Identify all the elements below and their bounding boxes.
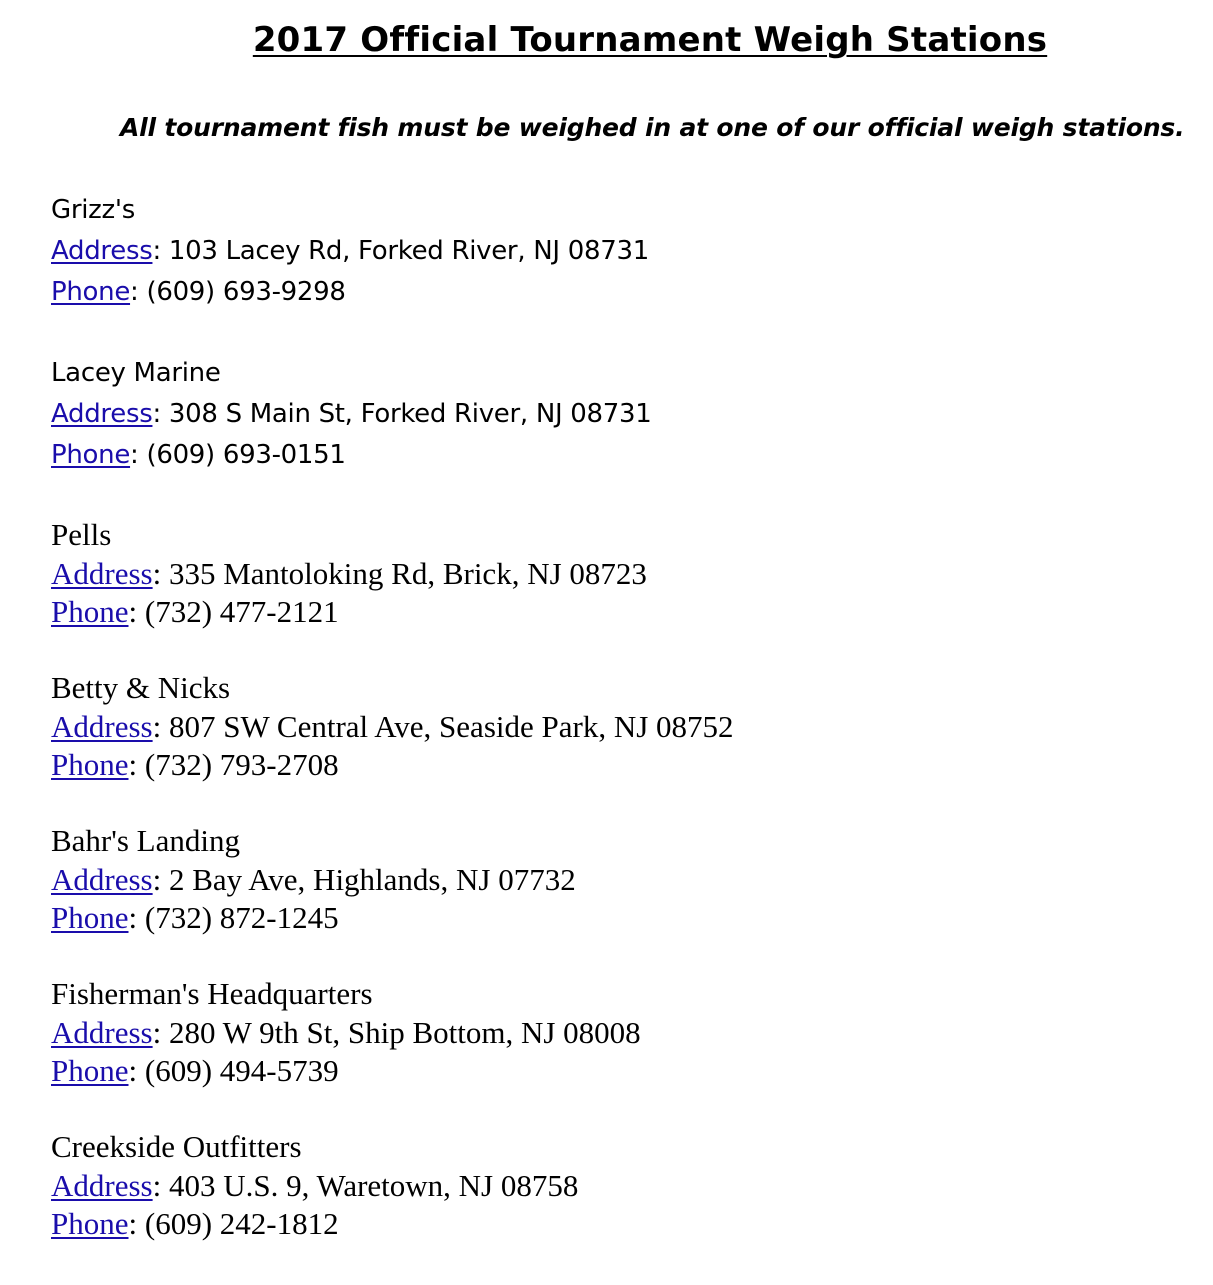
- address-link[interactable]: Address: [51, 399, 153, 429]
- station-lacey-marine: [51, 353, 652, 476]
- station-creekside-outfitters: [51, 1128, 578, 1244]
- address-link[interactable]: Address: [51, 555, 153, 591]
- station-phone-row: Phone: (609) 693-9298: [51, 277, 346, 307]
- station-pells: [51, 516, 647, 632]
- station-phone-row: Phone: (732) 477-2121: [51, 594, 339, 629]
- station-name: Creekside Outfitters: [51, 1129, 302, 1164]
- address-link[interactable]: Address: [51, 1167, 153, 1203]
- station-address-row: Address: 280 W 9th St, Ship Bottom, NJ 08008: [51, 1014, 641, 1050]
- page-title: 2017 Official Tournament Weigh Stations: [252, 20, 1048, 60]
- station-bahrs-landing: [51, 822, 576, 938]
- page-subtitle: All tournament fish must be weighed in at one of our official weigh stations.: [120, 113, 1185, 142]
- station-name: Fisherman's Headquarters: [51, 976, 373, 1011]
- station-address: 335 Mantoloking Rd, Brick, NJ 08723: [168, 555, 647, 591]
- station-address-row: Address: 308 S Main St, Forked River, NJ 08731: [51, 399, 652, 429]
- phone-link[interactable]: Phone: [51, 1053, 129, 1088]
- station-phone: (609) 693-0151: [146, 440, 346, 470]
- station-phone: (732) 872-1245: [144, 900, 339, 935]
- station-name: Betty & Nicks: [51, 670, 231, 705]
- address-link[interactable]: Address: [51, 236, 153, 266]
- station-phone-row: Phone: (609) 693-0151: [51, 440, 346, 470]
- phone-link[interactable]: Phone: [51, 277, 131, 307]
- station-phone: (609) 242-1812: [144, 1206, 339, 1241]
- station-phone-row: Phone: (732) 872-1245: [51, 900, 339, 935]
- station-grizzs: [51, 190, 649, 313]
- station-address-row: Address: 807 SW Central Ave, Seaside Park, NJ 08752: [51, 708, 734, 744]
- station-address: 280 W 9th St, Ship Bottom, NJ 08008: [168, 1014, 641, 1050]
- station-name: Bahr's Landing: [51, 823, 240, 858]
- station-name: Lacey Marine: [51, 358, 221, 388]
- station-address-row: Address: 103 Lacey Rd, Forked River, NJ 08731: [51, 236, 649, 266]
- station-address: 2 Bay Ave, Highlands, NJ 07732: [168, 861, 576, 897]
- station-address: 103 Lacey Rd, Forked River, NJ 08731: [168, 236, 649, 266]
- station-phone-row: Phone: (732) 793-2708: [51, 747, 339, 782]
- phone-link[interactable]: Phone: [51, 747, 129, 782]
- phone-link[interactable]: Phone: [51, 440, 131, 470]
- station-phone: (609) 494-5739: [144, 1053, 339, 1088]
- station-phone: (609) 693-9298: [146, 277, 346, 307]
- station-address-row: Address: 335 Mantoloking Rd, Brick, NJ 08723: [51, 555, 647, 591]
- station-address: 807 SW Central Ave, Seaside Park, NJ 08752: [168, 708, 734, 744]
- station-phone-row: Phone: (609) 494-5739: [51, 1053, 339, 1088]
- station-address: 403 U.S. 9, Waretown, NJ 08758: [168, 1167, 579, 1203]
- station-name: Grizz's: [51, 195, 135, 225]
- phone-link[interactable]: Phone: [51, 900, 129, 935]
- phone-link[interactable]: Phone: [51, 1206, 129, 1241]
- station-address-row: Address: 403 U.S. 9, Waretown, NJ 08758: [51, 1167, 579, 1203]
- station-phone-row: Phone: (609) 242-1812: [51, 1206, 339, 1241]
- station-name: Pells: [51, 517, 112, 552]
- station-betty-and-nicks: [51, 669, 734, 785]
- phone-link[interactable]: Phone: [51, 594, 129, 629]
- address-link[interactable]: Address: [51, 708, 153, 744]
- address-link[interactable]: Address: [51, 1014, 153, 1050]
- station-phone: (732) 477-2121: [144, 594, 339, 629]
- address-link[interactable]: Address: [51, 861, 153, 897]
- station-phone: (732) 793-2708: [144, 747, 339, 782]
- station-address-row: Address: 2 Bay Ave, Highlands, NJ 07732: [51, 861, 576, 897]
- station-address: 308 S Main St, Forked River, NJ 08731: [168, 399, 652, 429]
- station-fishermans-headquarters: [51, 975, 641, 1091]
